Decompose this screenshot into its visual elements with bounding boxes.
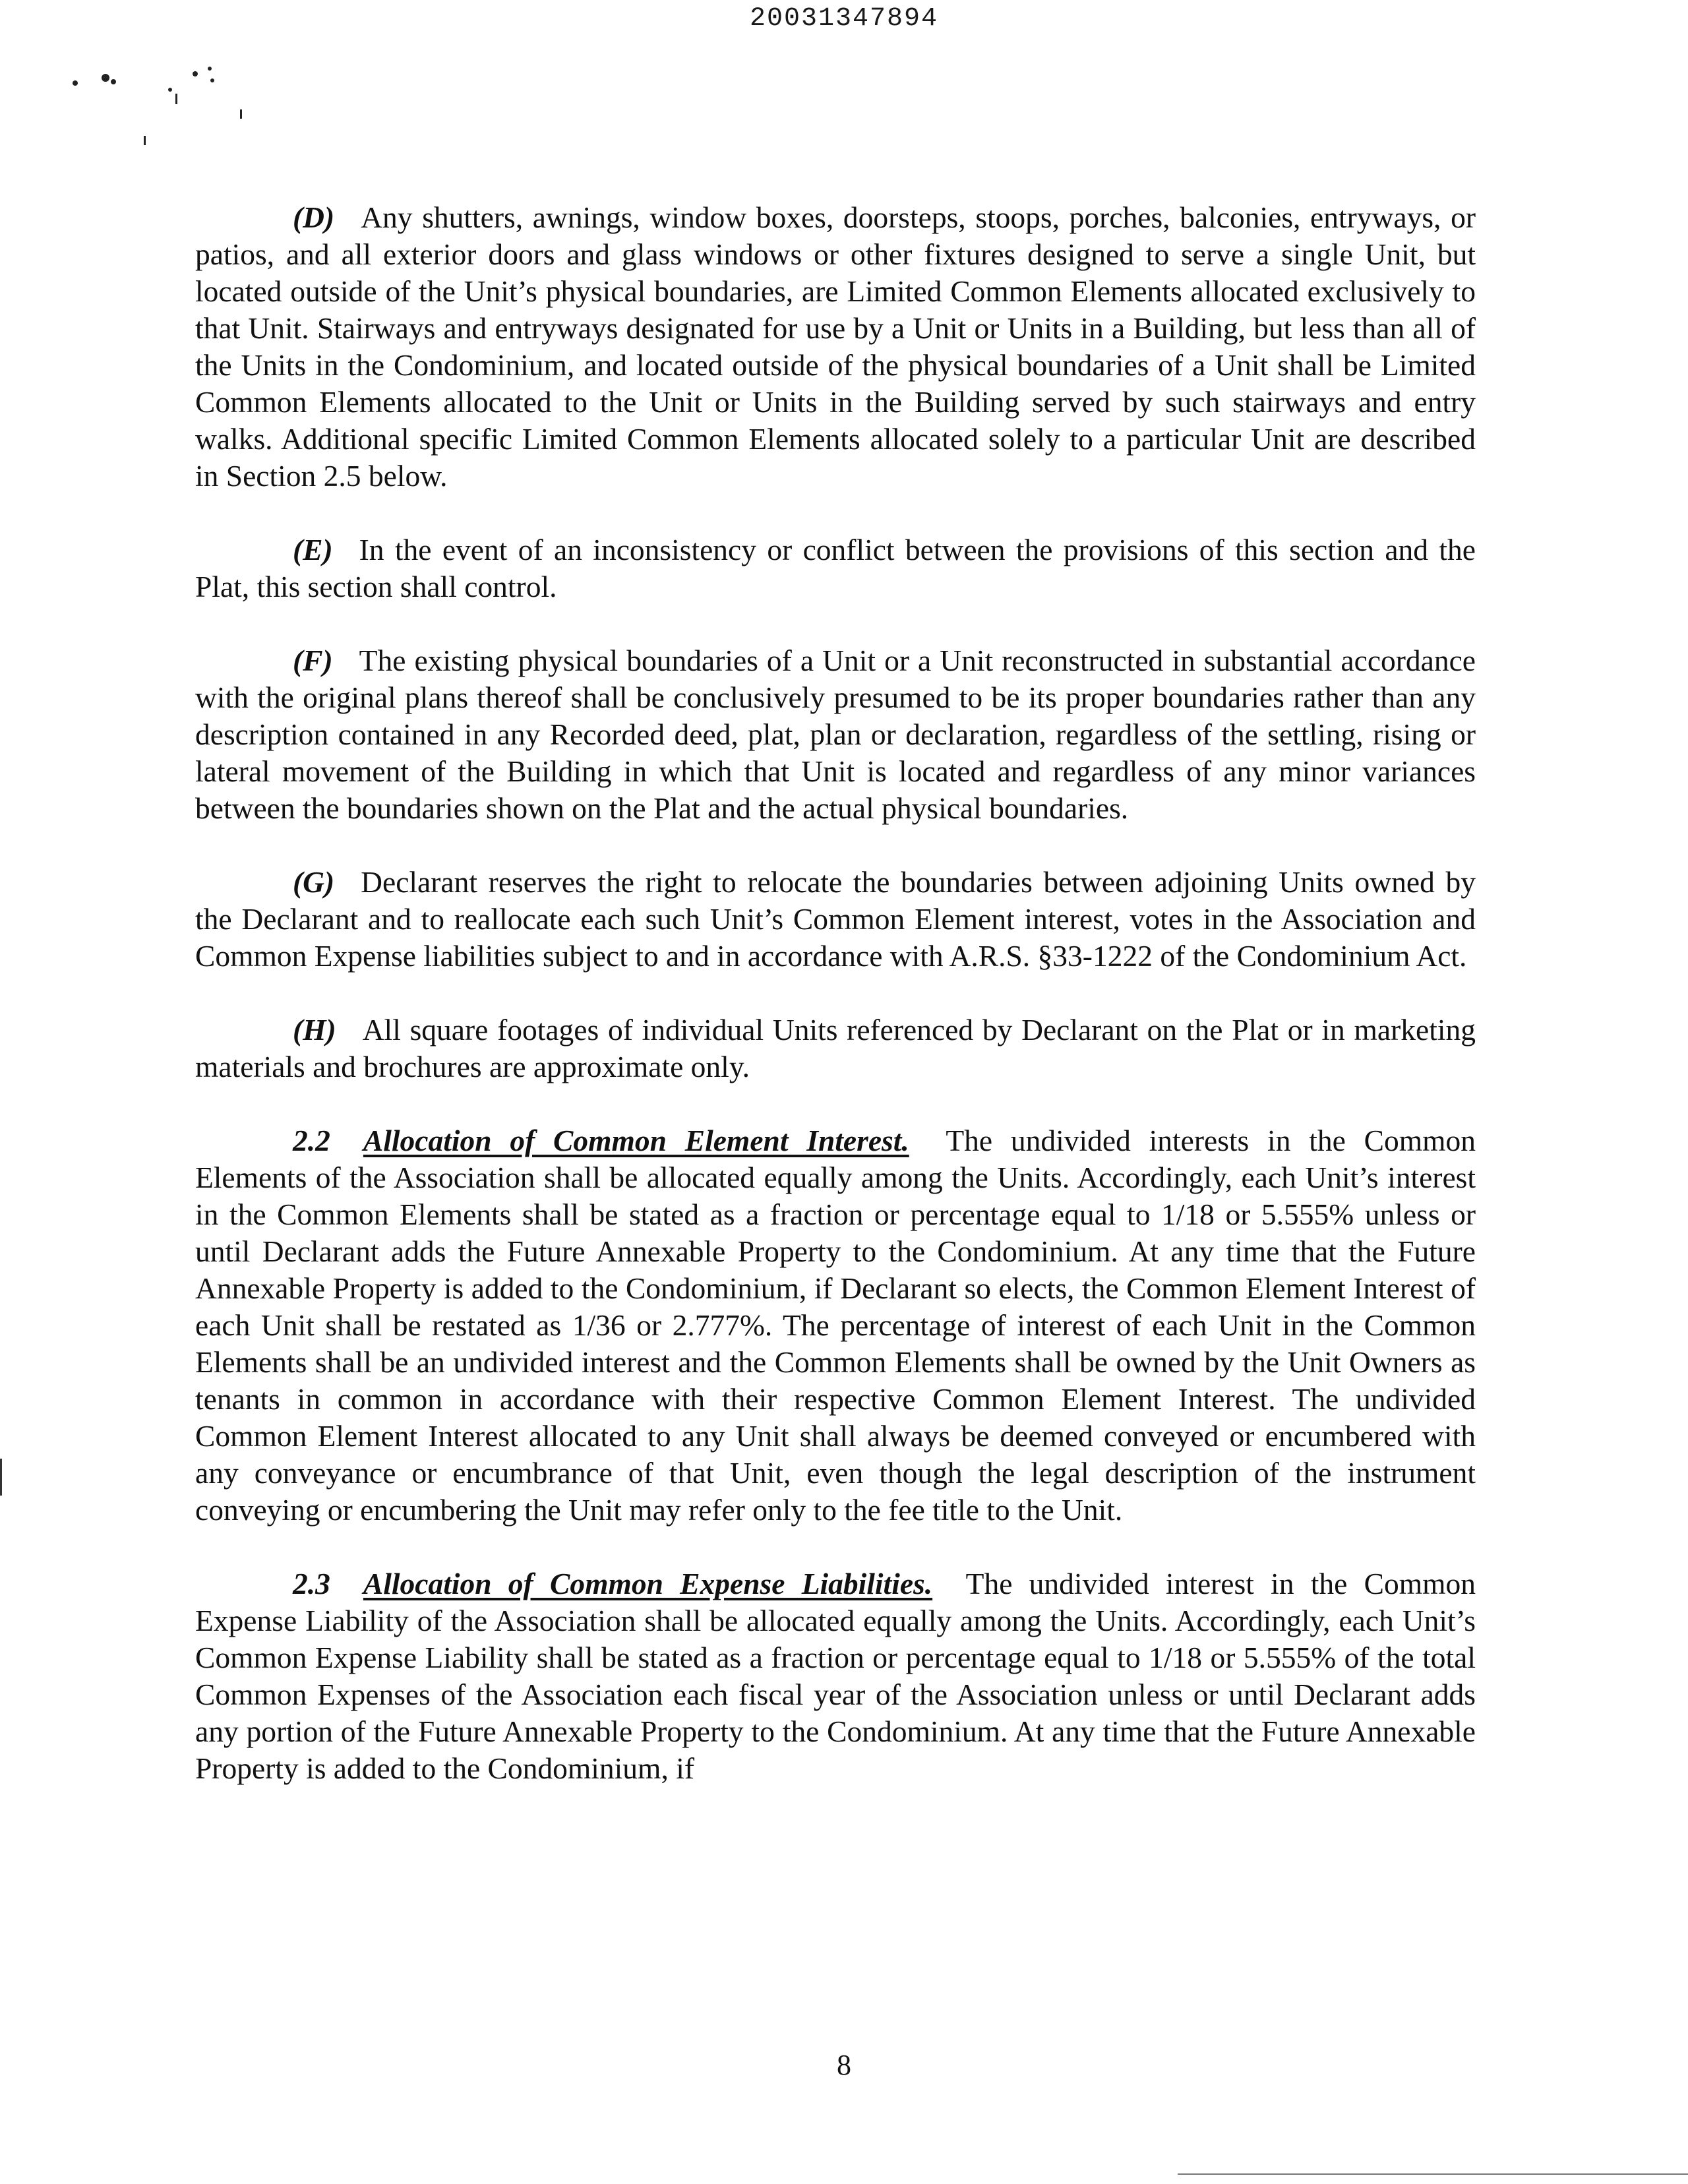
footer-rule (1178, 2173, 1688, 2175)
section-text: The undivided interests in the Common Elements of the Association shall be allocated equally among the Units. Accordingly, each Unit’s interest in the Common Elements shall be stated as a fraction or percentage equal to 1/18 or 5.555% unless or until Declarant adds the Future Annexable Property to the Condominium. At any time that the Future Annexable Property is added to the Condominium, if Declarant so elects, the Common Element Interest of each Unit shall be restated as 1/36 or 2.777%. The percentage of interest of each Unit in the Common Elements shall be an undivided interest and the Common Elements shall be owned by the Unit Owners as tenants in common in accordance with their respective Common Element Interest. The undivided Common Element Interest allocated to any Unit shall always be deemed conveyed or encumbered with any conveyance or encumbrance of that Unit, even though the legal description of the instrument conveying or encumbering the Unit may refer only to the fee title to the Unit. (195, 1124, 1476, 1527)
document-number: 20031347894 (749, 4, 939, 34)
paragraph-label: (H) (293, 1013, 336, 1046)
paragraph-text: Declarant reserves the right to relocate the boundaries between adjoining Units owned by the Declarant and to reallocate each such Unit’s Common Element interest, votes in the Association and Common Expense liabilities subject to and in accordance with A.R.S. §33-1222 of the Condominium Act. (195, 865, 1476, 973)
section-number: 2.3 (293, 1567, 330, 1600)
paragraph-text: In the event of an inconsistency or conflict between the provisions of this section and the Plat, this section shall control. (195, 533, 1476, 603)
document-body (195, 199, 1476, 1823)
paragraph-label: (G) (293, 865, 335, 899)
paragraph-text: All square footages of individual Units referenced by Declarant on the Plat or in marketing materials and brochures are approximate only. (195, 1013, 1476, 1083)
paragraph-text: The existing physical boundaries of a Unit or a Unit reconstructed in substantial accordance with the original plans thereof shall be conclusively presumed to be its proper boundaries rather than any description contained in any Recorded deed, plat, plan or declaration, regardless of the settling, rising or lateral movement of the Building in which that Unit is located and regardless of any minor variances between the boundaries shown on the Plat and the actual physical boundaries. (195, 644, 1476, 825)
paragraph-label: (E) (293, 533, 333, 566)
paragraph-label: (D) (293, 200, 335, 234)
section-number: 2.2 (293, 1124, 330, 1157)
paragraph-e (195, 531, 1476, 605)
section-title: Allocation of Common Expense Liabilities. (363, 1567, 933, 1600)
section-2-3 (195, 1565, 1476, 1787)
paragraph-h (195, 1012, 1476, 1085)
paragraph-label: (F) (293, 644, 333, 677)
paragraph-f (195, 642, 1476, 827)
section-title: Allocation of Common Element Interest. (363, 1124, 909, 1157)
scan-edge-mark (0, 1459, 2, 1496)
paragraph-g (195, 864, 1476, 975)
section-2-2 (195, 1122, 1476, 1529)
section-text: The undivided interest in the Common Expense Liability of the Association shall be allocated equally among the Units. Accordingly, each Unit’s Common Expense Liability shall be stated as a fraction or percentage equal to 1/18 or 5.555% of the total Common Expenses of the Association each fiscal year of the Association unless or until Declarant adds any portion of the Future Annexable Property to the Condominium. At any time that the Future Annexable Property is added to the Condominium, if (195, 1567, 1476, 1785)
page-number: 8 (837, 2049, 851, 2081)
paragraph-d (195, 199, 1476, 495)
paragraph-text: Any shutters, awnings, window boxes, doorsteps, stoops, porches, balconies, entryways, or patios, and all exterior doors and glass windows or other fixtures designed to serve a single Unit, but located outside of the Unit’s physical boundaries, are Limited Common Elements allocated exclusively to that Unit. Stairways and entryways designated for use by a Unit or Units in a Building, but less than all of the Units in the Condominium, and located outside of the physical boundaries of a Unit shall be Limited Common Elements allocated to the Unit or Units in the Building served by such stairways and entry walks. Additional specific Limited Common Elements allocated solely to a particular Unit are described in Section 2.5 below. (195, 200, 1476, 493)
